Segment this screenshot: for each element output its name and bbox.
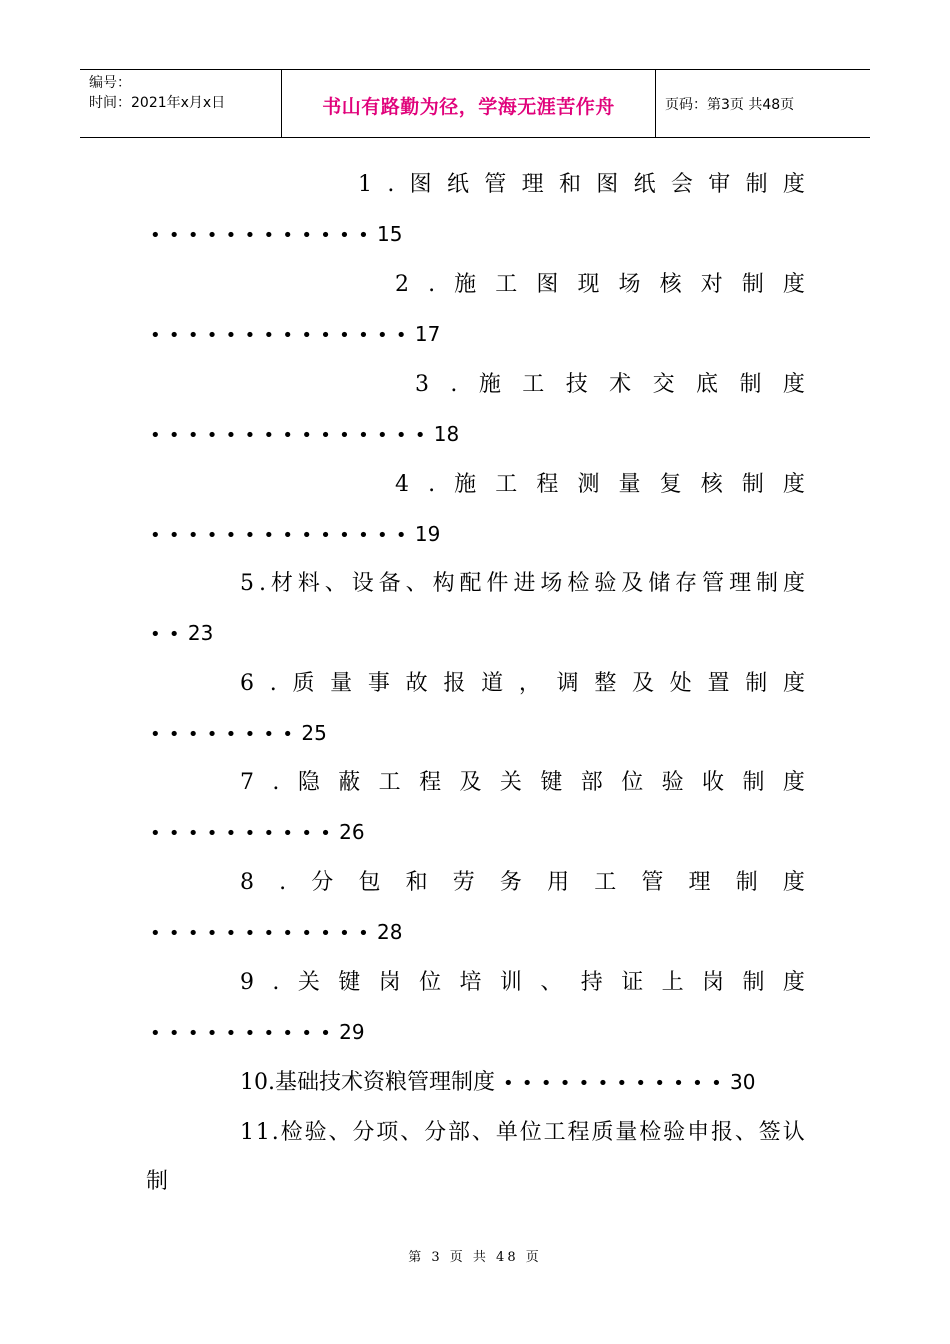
toc-page-number: 30	[730, 1070, 756, 1094]
toc-char: 上	[661, 970, 684, 995]
toc-char: 劳	[452, 870, 475, 895]
toc-char: 关	[297, 970, 320, 995]
toc-char: 及	[632, 671, 655, 696]
toc-char: 训	[499, 970, 522, 995]
toc-entry-title	[395, 470, 805, 500]
toc-char: 工	[543, 1120, 566, 1145]
toc-page-number: 23	[187, 621, 214, 645]
toc-dot-leader: ••••••••••	[150, 1023, 340, 1044]
toc-entry-title	[415, 370, 805, 400]
toc-char: 验	[663, 1120, 686, 1145]
toc-char: 制	[745, 172, 768, 197]
toc-char: 、	[328, 1120, 351, 1145]
toc-char: 签	[758, 1120, 781, 1145]
toc-char: 理	[688, 870, 711, 895]
toc-char: 报	[443, 671, 466, 696]
toc-char: 技	[565, 372, 588, 397]
toc-entry-leader	[150, 319, 440, 351]
toc-char: 管	[484, 172, 507, 197]
toc-entry-title	[240, 569, 805, 599]
toc-char: 证	[621, 970, 644, 995]
toc-char: 6	[240, 671, 254, 696]
toc-char: 纸	[633, 172, 656, 197]
toc-char: 工	[378, 770, 401, 795]
toc-entry-leader	[150, 419, 459, 451]
toc-char: 管	[641, 870, 664, 895]
toc-char: 纸	[446, 172, 469, 197]
toc-char: 工	[495, 472, 518, 497]
toc-char: 申	[687, 1120, 710, 1145]
toc-char: 审	[708, 172, 731, 197]
toc-char: 制	[735, 870, 758, 895]
toc-char: .	[387, 172, 395, 197]
toc-char: 配	[459, 571, 482, 596]
toc-char: 量	[615, 1120, 638, 1145]
toc-char: 存	[675, 571, 698, 596]
toc-char: 分	[424, 1120, 447, 1145]
toc-char: 材	[270, 571, 293, 596]
toc-char: 检	[567, 571, 590, 596]
toc-entry-inline	[240, 1067, 755, 1099]
toc-dot-leader: ••••••••••••	[150, 923, 378, 944]
toc-char: 制	[742, 970, 765, 995]
toc-char: 处	[669, 671, 692, 696]
toc-entry-leader	[150, 1017, 365, 1049]
toc-char: 置	[707, 671, 730, 696]
toc-char: 关	[499, 770, 522, 795]
toc-entry-title	[358, 170, 805, 200]
toc-char: 件	[486, 571, 509, 596]
toc-char: 施	[454, 272, 477, 297]
toc-char: 分	[352, 1120, 375, 1145]
toc-char: 制	[742, 770, 765, 795]
toc-char: .	[269, 671, 277, 696]
toc-char: 工	[495, 272, 518, 297]
toc-char: 制	[756, 571, 779, 596]
toc-char: 务	[499, 870, 522, 895]
toc-dot-leader: ••	[150, 624, 188, 645]
header-meta-cell	[80, 70, 282, 137]
toc-char: 8	[240, 870, 254, 895]
toc-char: 验	[661, 770, 684, 795]
toc-char: 和	[405, 870, 428, 895]
toc-char: 调	[556, 671, 579, 696]
toc-page-number: 17	[414, 322, 441, 346]
toc-char: 1	[255, 1120, 270, 1145]
toc-char: 验	[304, 1120, 327, 1145]
toc-char: 岗	[702, 970, 725, 995]
toc-char: 现	[577, 272, 600, 297]
toc-char: 、	[405, 571, 428, 596]
toc-char: 用	[547, 870, 570, 895]
toc-dot-leader: ••••••••	[150, 724, 302, 745]
toc-dot-leader: ••••••••••••	[503, 1073, 731, 1094]
toc-char: .	[279, 870, 287, 895]
toc-char: 项	[376, 1120, 399, 1145]
header-motto-cell	[282, 70, 656, 137]
toc-char: 9	[240, 970, 254, 995]
toc-entry-leader	[150, 618, 213, 650]
toc-char: 图	[536, 272, 559, 297]
document-header	[80, 69, 870, 138]
toc-char: 事	[367, 671, 390, 696]
toc-char: 图	[409, 172, 432, 197]
toc-page-number: 15	[377, 222, 403, 246]
toc-char: 术	[609, 372, 632, 397]
toc-char: .	[271, 1120, 279, 1145]
toc-char: 度	[782, 870, 805, 895]
toc-char: 持	[580, 970, 603, 995]
toc-char: .	[258, 571, 266, 596]
toc-page-number: 28	[377, 920, 403, 944]
toc-char: 检	[280, 1120, 303, 1145]
toc-dot-leader: ••••••••••••••	[150, 325, 415, 346]
toc-char: 整	[594, 671, 617, 696]
toc-page-number: 19	[414, 522, 441, 546]
toc-char: 收	[702, 770, 725, 795]
toc-dot-leader: •••••••••••••••	[150, 425, 434, 446]
toc-char: 、	[471, 1120, 494, 1145]
toc-char: 制	[745, 671, 768, 696]
toc-char: 量	[618, 472, 641, 497]
toc-page-number: 18	[433, 422, 460, 446]
toc-char: 培	[459, 970, 482, 995]
toc-char: 制	[741, 472, 764, 497]
toc-char: 度	[782, 272, 805, 297]
toc-char: 底	[696, 372, 719, 397]
toc-char: 隐	[297, 770, 320, 795]
toc-page-number: 26	[339, 820, 365, 844]
toc-char: 度	[782, 970, 805, 995]
page-footer: 第 3 页 共 48 页	[408, 1250, 542, 1265]
toc-entry-title	[240, 1118, 805, 1148]
toc-char: 量	[330, 671, 353, 696]
toc-char: 交	[652, 372, 675, 397]
toc-char: 报	[710, 1120, 733, 1145]
toc-char: 度	[782, 172, 805, 197]
toc-char: 包	[358, 870, 381, 895]
toc-char: .	[450, 372, 458, 397]
toc-char: .	[272, 770, 280, 795]
toc-entry-leader	[150, 519, 440, 551]
toc-char: 岗	[378, 970, 401, 995]
toc-char: 料	[297, 571, 320, 596]
toc-entry-leader	[150, 817, 365, 849]
toc-char: 度	[782, 770, 805, 795]
toc-char: 工	[594, 870, 617, 895]
toc-char: 会	[670, 172, 693, 197]
toc-char: 场	[540, 571, 563, 596]
toc-char: 施	[454, 472, 477, 497]
toc-dot-leader: ••••••••••••	[150, 225, 378, 246]
toc-char: 对	[700, 272, 723, 297]
toc-char: 备	[378, 571, 401, 596]
toc-char: 道	[481, 671, 504, 696]
toc-char: 设	[351, 571, 374, 596]
toc-char: 进	[513, 571, 536, 596]
header-page-cell	[656, 70, 870, 137]
toc-entry-leader	[150, 219, 402, 251]
toc-char: 验	[594, 571, 617, 596]
toc-entry-title	[240, 669, 805, 699]
toc-char: 程	[536, 472, 559, 497]
toc-entry-title: 10.基础技术资粮管理制度	[240, 1070, 495, 1095]
toc-page-number: 29	[339, 1020, 365, 1044]
toc-char: ，	[518, 671, 541, 696]
toc-entry-title	[240, 968, 805, 998]
toc-char: 制	[741, 272, 764, 297]
motto-text: 书山有路勤为径，学海无涯苦作舟	[322, 96, 615, 118]
toc-char: 1	[358, 172, 372, 197]
toc-char: 场	[618, 272, 641, 297]
toc-char: 和	[558, 172, 581, 197]
toc-char: .	[428, 472, 436, 497]
toc-char: 检	[639, 1120, 662, 1145]
toc-char: 理	[521, 172, 544, 197]
toc-char: 4	[395, 472, 409, 497]
toc-char: 核	[700, 472, 723, 497]
toc-char: 施	[478, 372, 501, 397]
toc-char: 程	[567, 1120, 590, 1145]
toc-char: 及	[621, 571, 644, 596]
toc-char: 位	[621, 770, 644, 795]
toc-char: 构	[432, 571, 455, 596]
toc-dot-leader: ••••••••••••••	[150, 525, 415, 546]
toc-char: 图	[596, 172, 619, 197]
code-label: 编号：	[89, 75, 131, 91]
toc-char: 认	[782, 1120, 805, 1145]
toc-char: 位	[419, 970, 442, 995]
toc-entry-leader	[150, 917, 402, 949]
toc-page-number: 25	[301, 721, 327, 745]
toc-char: 、	[324, 571, 347, 596]
toc-char: 工	[522, 372, 545, 397]
toc-char: .	[272, 970, 280, 995]
toc-char: 故	[405, 671, 428, 696]
toc-char: 测	[577, 472, 600, 497]
toc-char: 蔽	[338, 770, 361, 795]
toc-char: 部	[580, 770, 603, 795]
toc-entry-title	[395, 270, 805, 300]
toc-char: 、	[400, 1120, 423, 1145]
toc-char: 、	[540, 970, 563, 995]
toc-char: 制	[739, 372, 762, 397]
toc-char: 度	[782, 472, 805, 497]
toc-entry-leader	[150, 718, 327, 750]
toc-char: 储	[648, 571, 671, 596]
toc-char: 、	[734, 1120, 757, 1145]
toc-char: 理	[729, 571, 752, 596]
time-label: 时间：2021年x月x日	[89, 95, 226, 111]
toc-char: 分	[311, 870, 334, 895]
toc-char: 度	[782, 372, 805, 397]
toc-char: .	[428, 272, 436, 297]
toc-char: 复	[659, 472, 682, 497]
toc-char: 程	[419, 770, 442, 795]
toc-char: 5	[240, 571, 254, 596]
toc-entry-continuation: 制	[146, 1169, 169, 1194]
toc-char: 3	[415, 372, 429, 397]
toc-char: 核	[659, 272, 682, 297]
toc-char: 2	[395, 272, 409, 297]
toc-dot-leader: ••••••••••	[150, 823, 340, 844]
toc-entry-title	[240, 768, 805, 798]
toc-char: 部	[448, 1120, 471, 1145]
toc-char: 质	[292, 671, 315, 696]
toc-char: 质	[591, 1120, 614, 1145]
toc-char: 1	[240, 1120, 254, 1145]
toc-char: 及	[459, 770, 482, 795]
toc-char: 位	[519, 1120, 542, 1145]
toc-char: 键	[540, 770, 563, 795]
toc-char: 键	[338, 970, 361, 995]
page-info: 页码：第3页 共48页	[665, 97, 795, 113]
toc-entry-title	[240, 868, 805, 898]
toc-char: 7	[240, 770, 254, 795]
toc-char: 度	[782, 571, 805, 596]
toc-char: 度	[782, 671, 805, 696]
toc-char: 管	[702, 571, 725, 596]
toc-char: 单	[495, 1120, 518, 1145]
